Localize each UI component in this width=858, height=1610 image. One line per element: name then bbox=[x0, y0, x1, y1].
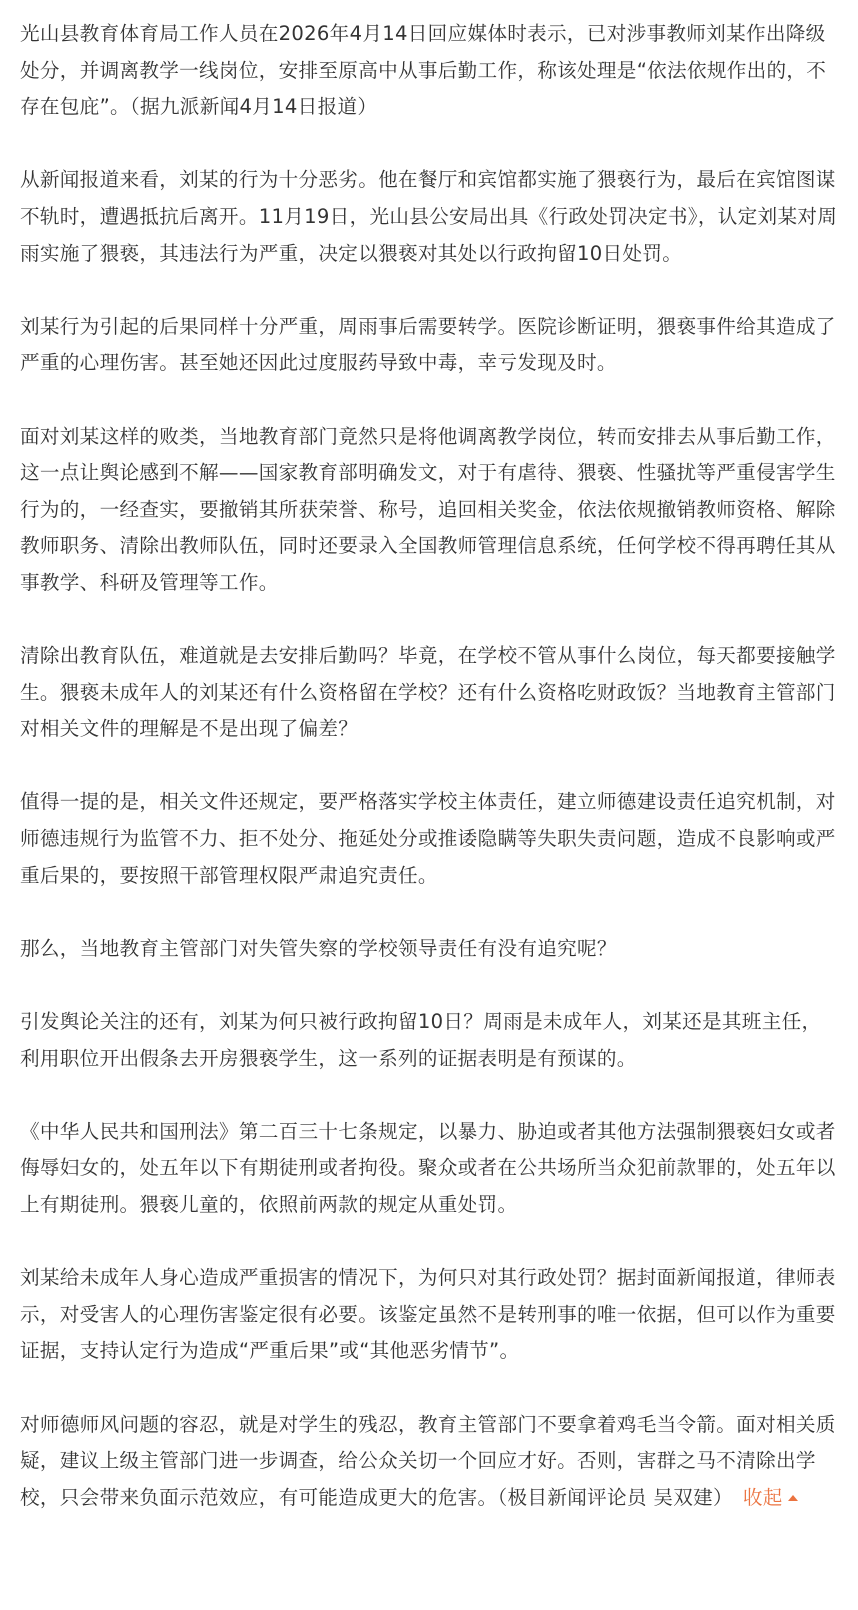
article-paragraph: 面对刘某这样的败类，当地教育部门竟然只是将他调离教学岗位，转而安排去从事后勤工作，这一点让舆论感到不解——国家教育部明确发文，对于有虐待、猥亵、性骚扰等严重侵害学生行为的，一经查实，要撤销其所获荣誉、称号，追回相关奖金，依法依规撤销教师资格、解除教师职务、清除出教师队伍，同时还要录入全国教师管理信息系统，任何学校不得再聘任其从事教学、科研及管理等工作。 bbox=[20, 424, 836, 594]
article-paragraph: 光山县教育体育局工作人员在2026年4月14日回应媒体时表示，已对涉事教师刘某作出降级处分，并调离教学一线岗位，安排至原高中从事后勤工作，称该处理是“依法依规作出的，不存在包庇”。（据九派新闻4月14日报道） bbox=[20, 22, 827, 119]
collapse-label: 收起 bbox=[742, 1485, 783, 1509]
collapse-button[interactable] bbox=[743, 1486, 798, 1509]
article-paragraph: 从新闻报道来看，刘某的行为十分恶劣。他在餐厅和宾馆都实施了猥亵行为，最后在宾馆图谋不轨时，遭遇抵抗后离开。11月19日，光山县公安局出具《行政处罚决定书》，认定刘某对周雨实施了猥亵，其违法行为严重，决定以猥亵对其处以行政拘留10日处罚。 bbox=[20, 168, 838, 265]
article-paragraph: 清除出教育队伍，难道就是去安排后勤吗？毕竟，在学校不管从事什么岗位，每天都要接触学生。猥亵未成年人的刘某还有什么资格留在学校？还有什么资格吃财政饭？当地教育主管部门对相关文件的理解是不是出现了偏差？ bbox=[20, 644, 836, 741]
article-last-paragraph bbox=[20, 1407, 838, 1517]
article-paragraph: 引发舆论关注的还有，刘某为何只被行政拘留10日？周雨是未成年人，刘某还是其班主任，利用职位开出假条去开房猥亵学生，这一系列的证据表明是有预谋的。 bbox=[20, 1010, 822, 1070]
article-paragraph: 那么，当地教育主管部门对失管失察的学校领导责任有没有追究呢？ bbox=[20, 936, 617, 960]
article-paragraph-text: 对师德师风问题的容忍，就是对学生的残忍，教育主管部门不要拿着鸡毛当令箭。面对相关质疑，建议上级主管部门进一步调查，给公众关切一个回应才好。否则，害群之马不清除出学校，只会带来负面示范效应，有可能造成更大的危害。（极目新闻评论员 吴双建） bbox=[20, 1412, 836, 1509]
article-paragraph: 值得一提的是，相关文件还规定，要严格落实学校主体责任，建立师德建设责任追究机制，对师德违规行为监管不力、拒不处分、拖延处分或推诿隐瞒等失职失责问题，造成不良影响或严重后果的，要按照干部管理权限严肃追究责任。 bbox=[20, 790, 836, 887]
article-paragraph: 刘某给未成年人身心造成严重损害的情况下，为何只对其行政处罚？据封面新闻报道，律师表示，对受害人的心理伤害鉴定很有必要。该鉴定虽然不是转刑事的唯一依据，但可以作为重要证据，支持认定行为造成“严重后果”或“其他恶劣情节”。 bbox=[20, 1266, 836, 1363]
article-paragraph: 刘某行为引起的后果同样十分严重，周雨事后需要转学。医院诊断证明，猥亵事件给其造成了严重的心理伤害。甚至她还因此过度服药导致中毒，幸亏发现及时。 bbox=[20, 314, 836, 375]
arrow-up-icon bbox=[788, 1495, 798, 1501]
article-paragraph: 《中华人民共和国刑法》第二百三十七条规定，以暴力、胁迫或者其他方法强制猥亵妇女或者侮辱妇女的，处五年以下有期徒刑或者拘役。聚众或者在公共场所当众犯前款罪的，处五年以上有期徒刑。猥亵儿童的，依照前两款的规定从重处罚。 bbox=[20, 1119, 836, 1216]
